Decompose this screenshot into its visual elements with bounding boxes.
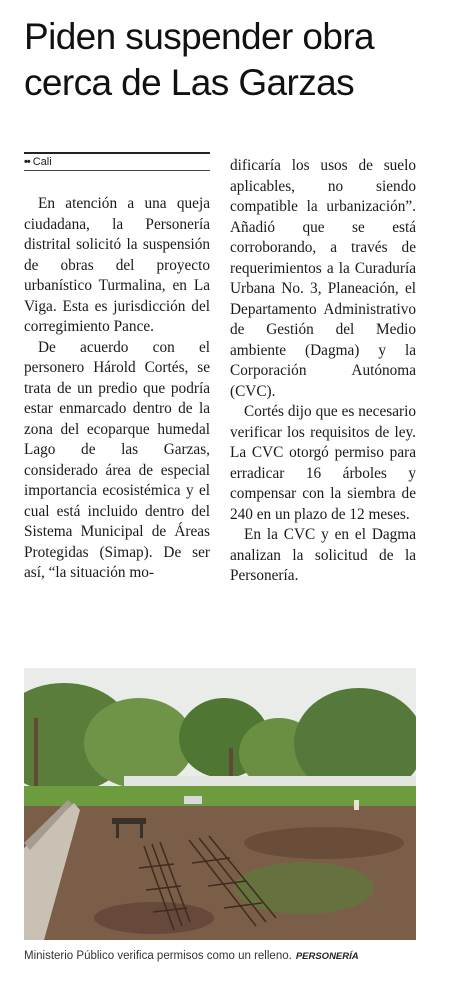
paragraph: dificaría los usos de suelo aplicables, no siendo compatible la urbanización”. Añadió que se está corroborando, a través de requerimientos a la Curaduría Urbana No. 3, Planeación, el Departamento Administrativo de Gestión del Medio ambiente (Dagma) y la Corporación Autónoma (CVC). (230, 157, 416, 400)
paragraph: De acuerdo con el personero Hárold Cortés, se trata de un predio que podría estar enmarcado dentro de la zona del ecoparque humedal Lago de las Garzas, considerado área de especial importancia ecosistémica y el cual está incluido dentro del Sistema Municipal de Áreas Protegidas (Simap). De ser así, “la situación mo- (24, 338, 210, 581)
section-marker: •• (24, 156, 30, 168)
construction-site-image (24, 668, 416, 940)
paragraph: Cortés dijo que es necesario verificar los requisitos de ley. La CVC otorgó permiso para erradicar 16 árboles y compensar con la siembra de 240 en un plazo de 12 meses. (230, 403, 416, 523)
left-column (24, 194, 210, 584)
section-label (24, 154, 210, 171)
photo-credit: PERSONERÍA (295, 951, 359, 962)
paragraph: En atención a una queja ciudadana, la Personería distrital solicitó la suspensión de obras del proyecto urbanístico Turmalina, en La Viga. Esta es jurisdicción del corregimiento Pance. (24, 195, 210, 335)
article-photo (24, 668, 416, 940)
section-name: Cali (32, 156, 52, 168)
right-column (230, 156, 416, 587)
photo-caption (24, 948, 444, 965)
paragraph: En la CVC y en el Dagma analizan la solicitud de la Personería. (230, 526, 416, 584)
caption-text: Ministerio Público verifica permisos como un relleno. (24, 950, 292, 962)
headline: Piden suspender obra cerca de Las Garzas (24, 16, 375, 103)
